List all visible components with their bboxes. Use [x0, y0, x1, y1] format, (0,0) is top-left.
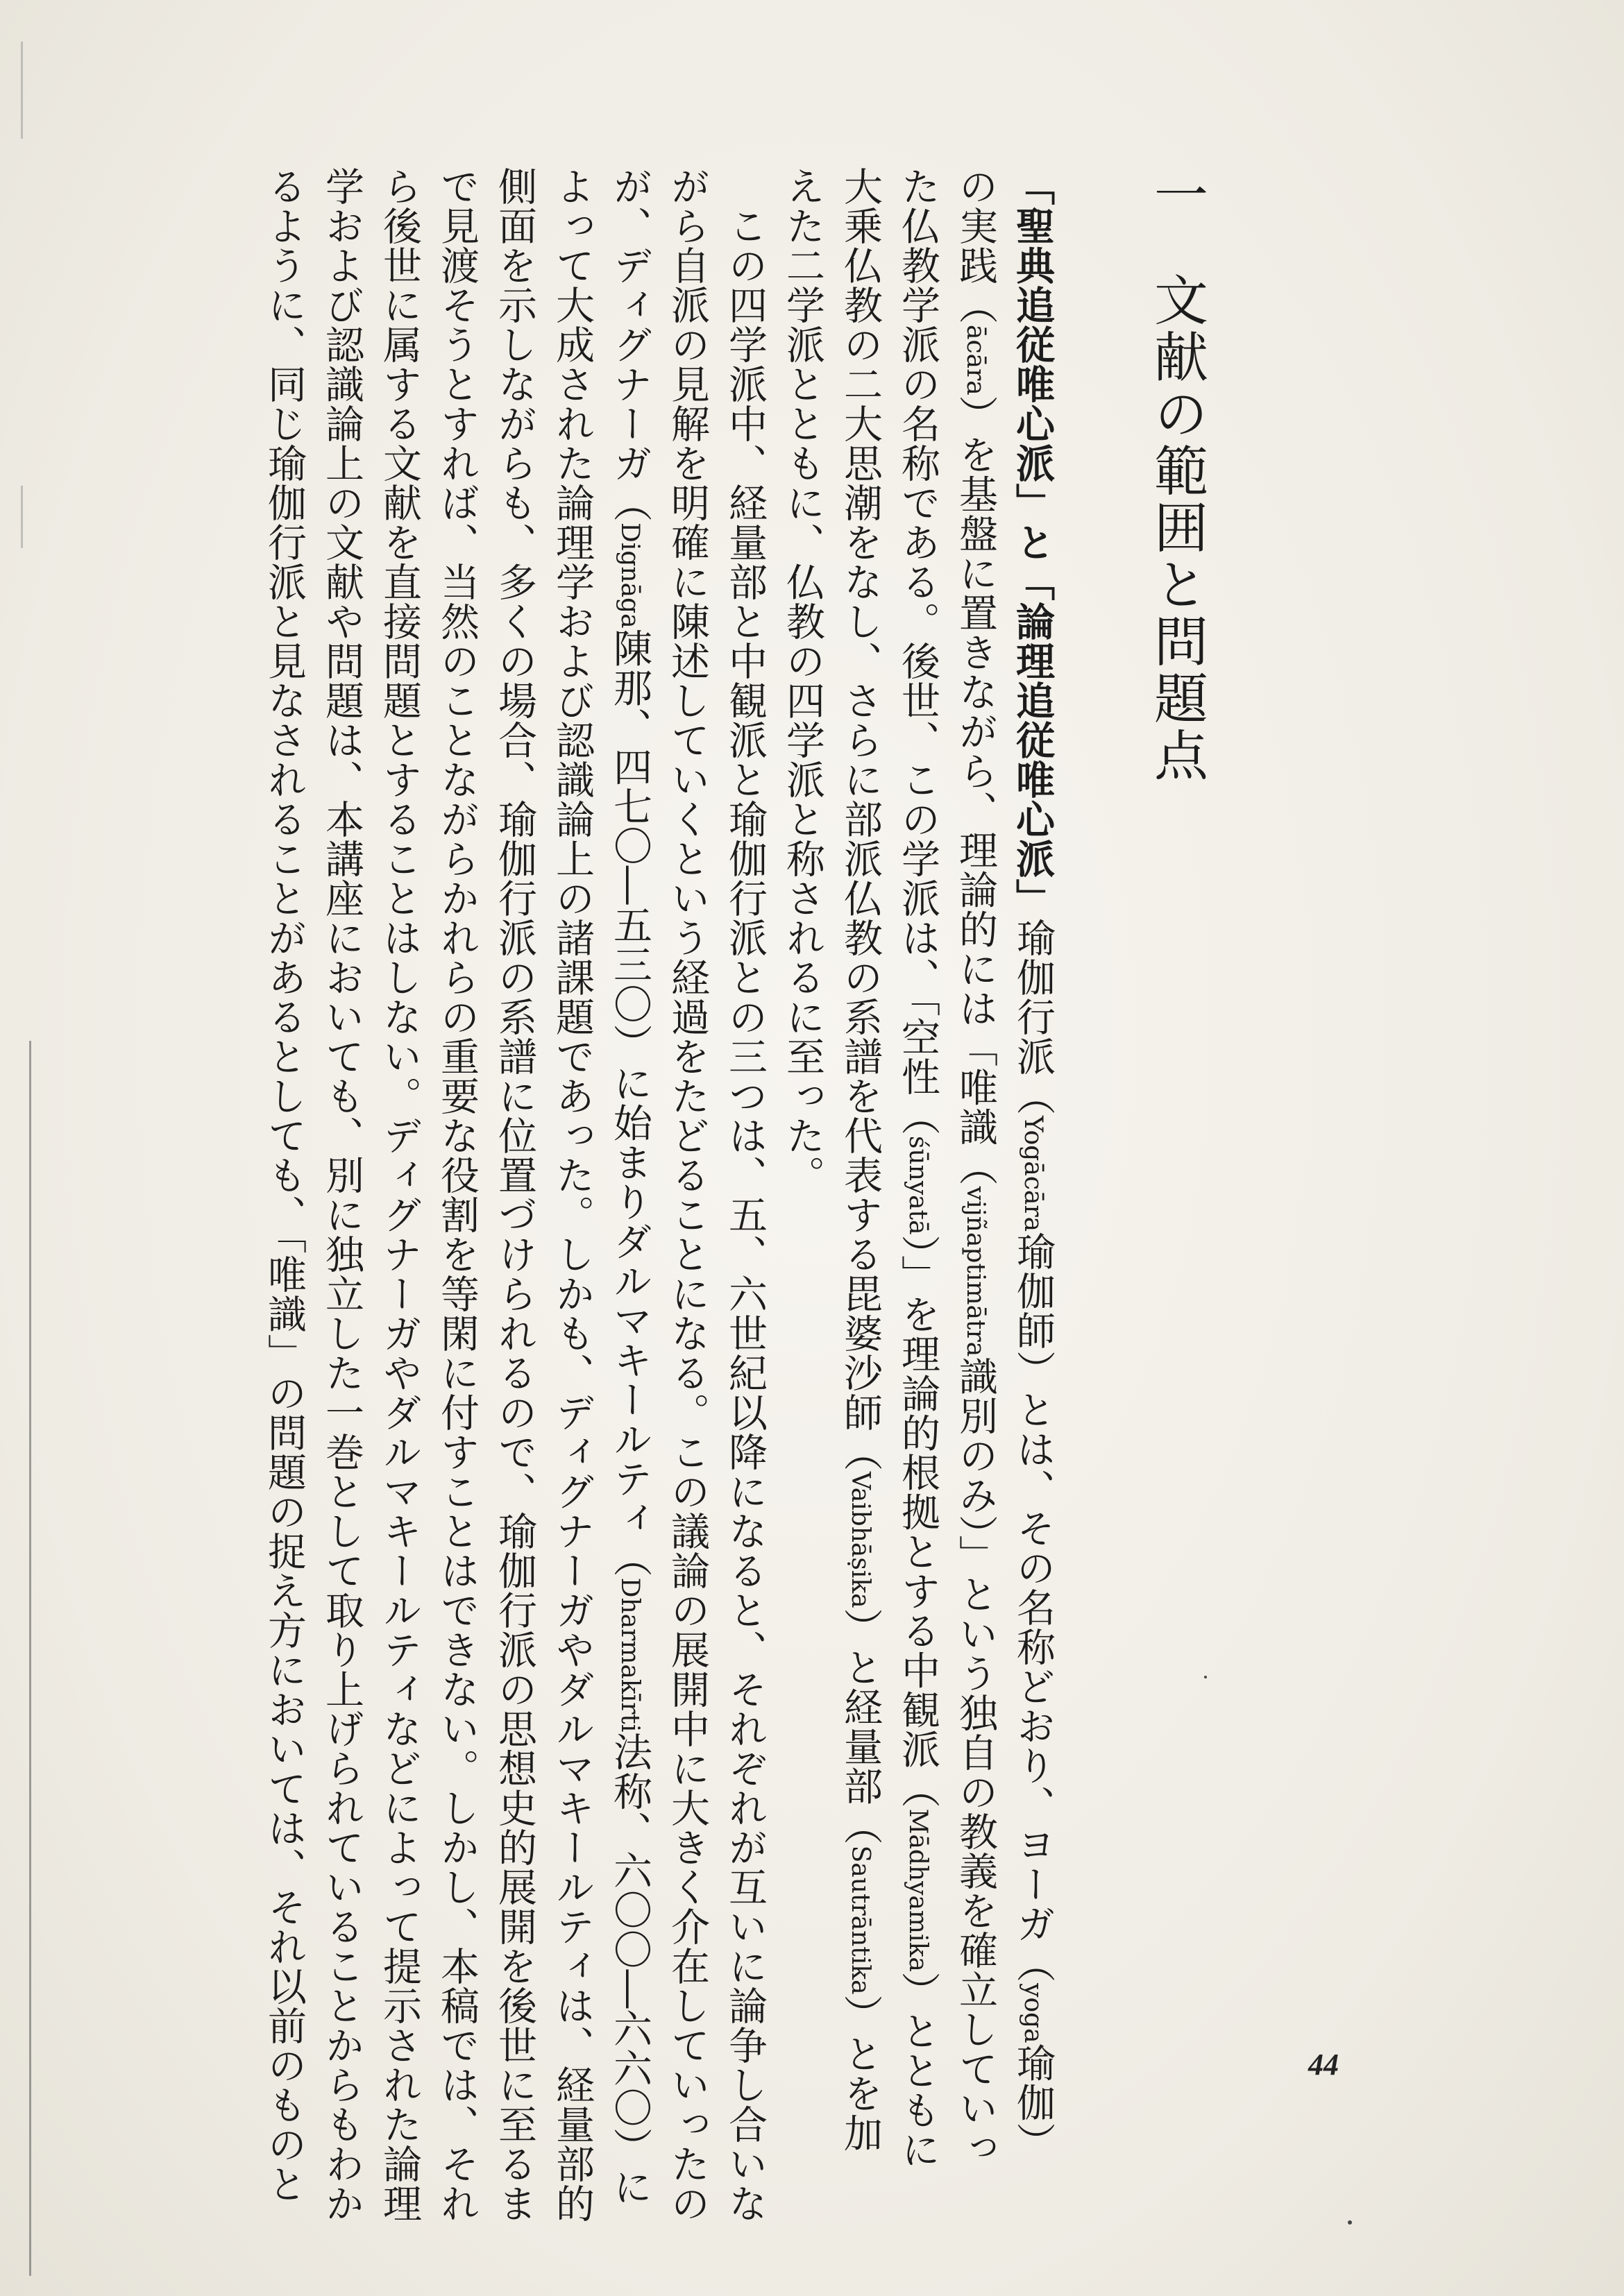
- text-run: 法称、六〇〇―六六〇）に: [607, 1732, 652, 2207]
- section-title: 文献の範囲と問題点: [1145, 272, 1208, 784]
- text-run: で見渡そうとすれば、当然のことながらかれらの重要な役割を等閑に付すことはできない。しかし、本稿では、それ: [434, 167, 480, 2223]
- romanized-term: vijñaptimātra: [961, 1186, 990, 1357]
- binding-edge-speck: [21, 42, 23, 139]
- text-run: の実践（: [953, 167, 998, 325]
- binding-edge-line: [29, 1041, 31, 2276]
- text-run: 大乗仏教の二大思潮をなし、さらに部派仏教の系譜を代表する毘婆沙師（: [838, 167, 883, 1472]
- text-column: [371, 167, 428, 2223]
- text-run: ら後世に属する文献を直接問題とすることはしない。ディグナーガやダルマキールティなどによって提示された論理: [377, 167, 422, 2223]
- text-column: [1004, 167, 1062, 2162]
- romanized-term: Yogācāra: [1019, 1116, 1047, 1232]
- vertical-text-block: [255, 167, 1221, 2223]
- text-run: よって大成された論理学および認識論上の諸課題であった。しかも、ディグナーガやダルマキールティは、経量部的: [550, 167, 595, 2223]
- text-run: 瑜伽行派（: [1010, 918, 1056, 1116]
- text-column: [947, 167, 1004, 2168]
- text-run: 識別のみ）」という独自の教義を確立していっ: [953, 1357, 998, 2168]
- romanized-term: Dharmakīrti: [616, 1577, 644, 1733]
- text-run: 陳那、四七〇―五三〇）に始まりダルマキールティ（: [607, 628, 652, 1578]
- text-column: [889, 167, 947, 2170]
- text-run: 瑜伽師）とは、その名称どおり、ヨーガ（: [1010, 1232, 1056, 1984]
- text-column: [428, 167, 486, 2223]
- text-column: [313, 167, 371, 2223]
- text-run: 瑜伽）: [1010, 2043, 1056, 2162]
- text-run: えた二学派とともに、仏教の四学派と称されるに至った。: [780, 167, 825, 1195]
- text-run: ）を基盤に置きながら、理論的には「唯識（: [953, 395, 998, 1187]
- text-run: が、ディグナーガ（: [607, 167, 652, 522]
- romanized-term: Dignāga: [616, 522, 644, 629]
- text-run: ）とともに: [895, 1971, 940, 2170]
- romanized-term: Sautrāntika: [846, 1845, 874, 1995]
- text-run: この四学派中、経量部と中観派と瑜伽行派との三つは、五、六世紀以降になると、それぞれが互いに論争し合いな: [722, 167, 768, 2223]
- text-run: た仏教学派の名称である。後世、この学派は、「空性（: [895, 167, 940, 1136]
- text-run: ）」を理論的根拠とする中観派（: [895, 1234, 940, 1809]
- romanized-term: yoga: [1019, 1983, 1047, 2043]
- text-run: 側面を示しながらも、多くの場合、瑜伽行派の系譜に位置づけられるので、瑜伽行派の思想史的展開を後世に至るま: [492, 167, 537, 2223]
- page-number: 44: [1308, 2048, 1339, 2082]
- text-run: がら自派の見解を明確に陳述していくという経過をたどることになる。この議論の展開中に大きく介在していったの: [665, 167, 710, 2223]
- text-run: ）とを加: [838, 1994, 883, 2153]
- text-column: [659, 167, 716, 2223]
- paper-speck: [1204, 1676, 1207, 1678]
- romanized-term: śūnyatā: [904, 1136, 932, 1235]
- romanized-term: ācāra: [961, 325, 990, 396]
- body-text: [255, 167, 1062, 2223]
- text-run: 学および認識論上の文献や問題は、本講座においても、別に独立した一巻として取り上げられていることからもわか: [319, 167, 364, 2223]
- text-column: [601, 167, 659, 2207]
- text-run: 「聖典追従唯心派」と「論理追従唯心派」: [1010, 167, 1056, 918]
- section-heading: [1131, 167, 1221, 2040]
- text-column: [774, 167, 831, 2040]
- romanized-term: Vaibhāṣika: [846, 1472, 874, 1608]
- text-column: [831, 167, 889, 2153]
- text-run: ）と経量部（: [838, 1608, 883, 1846]
- romanized-term: Mādhyamika: [904, 1808, 932, 1972]
- text-column: [716, 167, 774, 2223]
- text-column: [255, 167, 313, 2204]
- binding-edge-speck: [21, 486, 23, 548]
- text-run: るように、同じ瑜伽行派と見なされることがあるとしても、「唯識」の問題の捉え方においては、それ以前のものと: [262, 167, 307, 2204]
- section-number: 一: [1145, 167, 1208, 223]
- text-column: [486, 167, 543, 2223]
- text-column: [543, 167, 601, 2223]
- paper-speck: [1348, 2220, 1352, 2225]
